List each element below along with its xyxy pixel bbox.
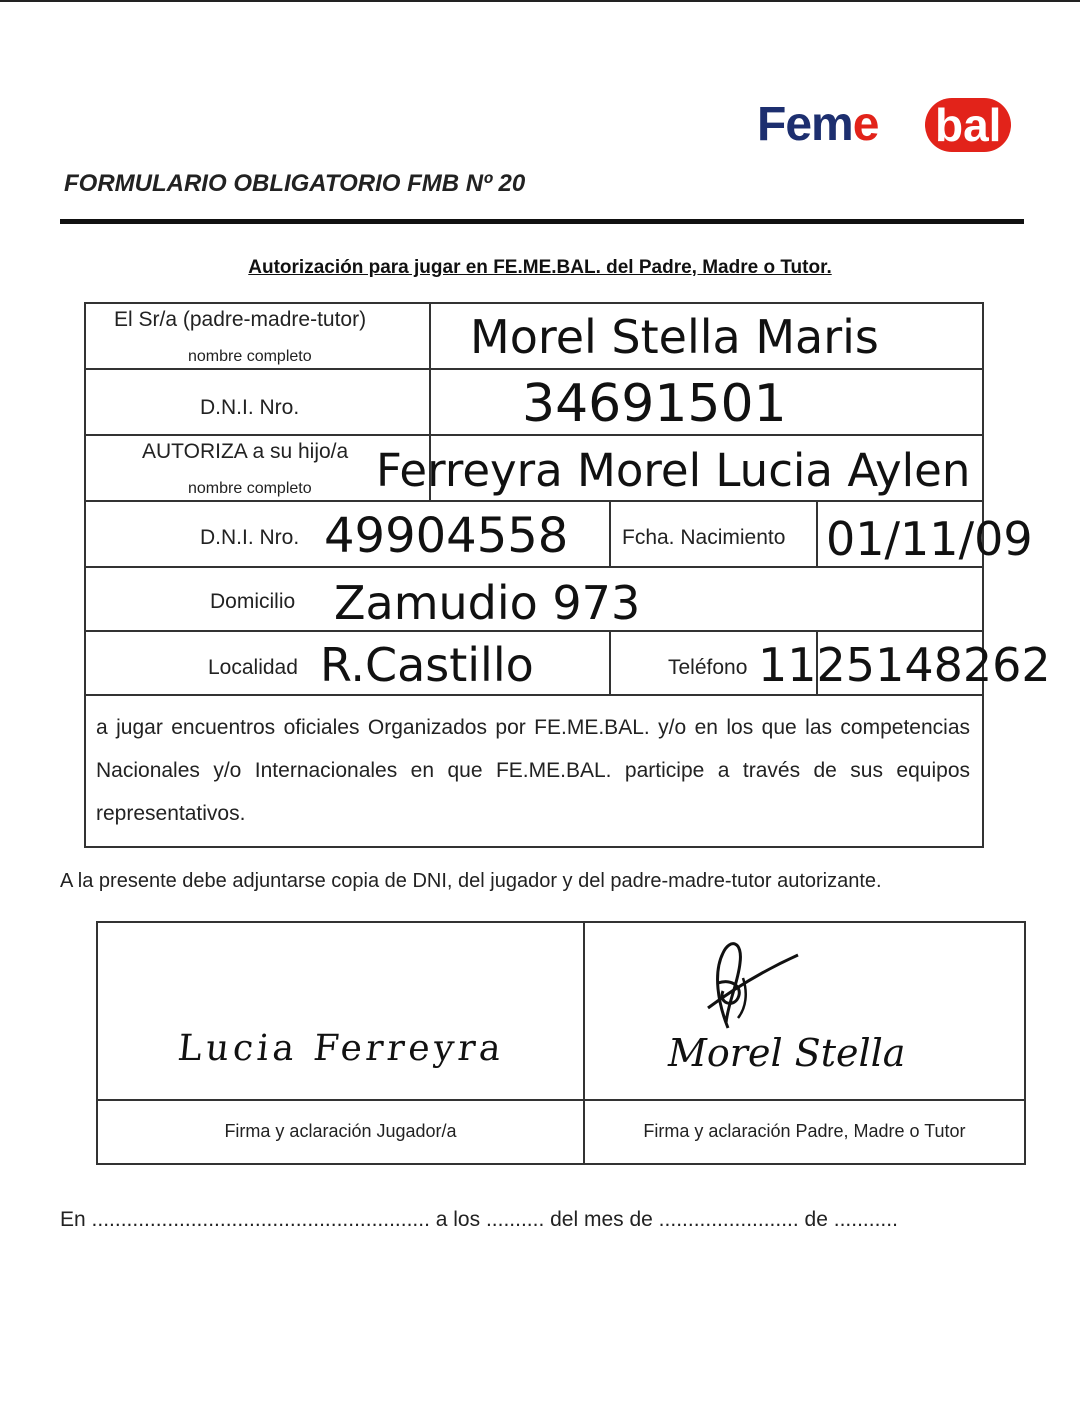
child-label: AUTORIZA a su hijo/a [142, 440, 349, 463]
row-child-name [86, 436, 982, 502]
birth-date-value: 01/11/09 [826, 512, 1033, 566]
place-date-line: En .......................................................... a los .......... del mes de ........................ de ........... [60, 1208, 898, 1231]
logo-text: Feme [757, 98, 879, 151]
child-dni-value: 49904558 [324, 508, 569, 564]
parent-signature: Morel Stella [668, 1031, 906, 1075]
row-parent-name [86, 304, 982, 370]
child-dni-label: D.N.I. Nro. [200, 526, 300, 549]
phone-value: 1125148262 [758, 638, 1051, 692]
player-signature: Lucia Ferreyra [175, 1028, 507, 1069]
form-title: FORMULARIO OBLIGATORIO FMB Nº 20 [64, 170, 526, 197]
parent-dni-value: 34691501 [522, 374, 787, 434]
row-parent-dni [86, 370, 982, 436]
authorization-text: a jugar encuentros oficiales Organizados por FE.ME.BAL. y/o en los que las competencias Nacionales y/o Internacionales en que FE.ME.BAL. participe a través de sus equipos representativos. [96, 716, 970, 825]
address-value: Zamudio 973 [334, 576, 641, 630]
parent-signature-scribble [688, 933, 818, 1043]
parent-name-value: Morel Stella Maris [470, 310, 879, 364]
attachment-note: A la presente debe adjuntarse copia de DNI, del jugador y del padre-madre-tutor autorizante. [60, 870, 882, 892]
femebal-logo [757, 96, 1017, 158]
parent-dni-label: D.N.I. Nro. [200, 396, 300, 419]
parent-label: El Sr/a (padre-madre-tutor) [114, 308, 367, 331]
authorization-text-cell [86, 696, 982, 846]
phone-label: Teléfono [668, 656, 748, 679]
birth-label: Fcha. Nacimiento [622, 526, 786, 549]
parent-signature-caption: Firma y aclaración Padre, Madre o Tutor [643, 1121, 966, 1141]
child-sublabel: nombre completo [188, 480, 312, 497]
signature-table [96, 921, 1026, 1165]
form-subtitle: Autorización para jugar en FE.ME.BAL. del Padre, Madre o Tutor. [248, 257, 832, 278]
locality-label: Localidad [208, 656, 298, 679]
authorization-table [84, 302, 1051, 848]
row-child-dni [86, 502, 1033, 568]
player-signature-caption: Firma y aclaración Jugador/a [224, 1121, 457, 1141]
title-rule [60, 219, 1024, 224]
row-locality [86, 632, 1051, 696]
logo-bal-text: bal [935, 99, 1002, 151]
child-name-value: Ferreyra Morel Lucia Aylen [376, 444, 971, 497]
parent-sublabel: nombre completo [188, 348, 312, 365]
top-border [0, 0, 1080, 2]
row-address [86, 568, 982, 632]
locality-value: R.Castillo [320, 638, 534, 692]
address-label: Domicilio [210, 590, 296, 613]
